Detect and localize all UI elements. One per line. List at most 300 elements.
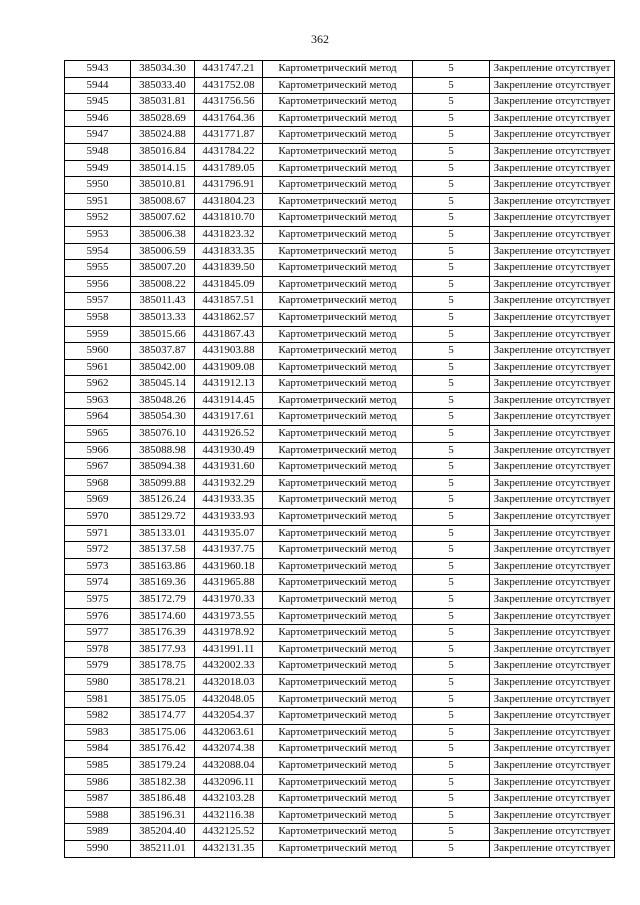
error-cell: 5 xyxy=(413,641,490,658)
x-coordinate-cell: 385175.06 xyxy=(131,724,195,741)
method-cell: Картометрический метод xyxy=(263,575,413,592)
method-cell: Картометрический метод xyxy=(263,475,413,492)
point-number-cell: 5956 xyxy=(65,276,131,293)
y-coordinate-cell: 4431862.57 xyxy=(195,309,263,326)
y-coordinate-cell: 4431912.13 xyxy=(195,376,263,393)
x-coordinate-cell: 385008.22 xyxy=(131,276,195,293)
point-number-cell: 5987 xyxy=(65,791,131,808)
method-cell: Картометрический метод xyxy=(263,708,413,725)
table-row xyxy=(65,77,615,94)
x-coordinate-cell: 385037.87 xyxy=(131,343,195,360)
table-row xyxy=(65,409,615,426)
table-row xyxy=(65,525,615,542)
y-coordinate-cell: 4432018.03 xyxy=(195,674,263,691)
table-row xyxy=(65,210,615,227)
fixing-cell: Закрепление отсутствует xyxy=(490,193,615,210)
method-cell: Картометрический метод xyxy=(263,791,413,808)
method-cell: Картометрический метод xyxy=(263,426,413,443)
table-row xyxy=(65,724,615,741)
error-cell: 5 xyxy=(413,392,490,409)
y-coordinate-cell: 4431909.08 xyxy=(195,359,263,376)
point-number-cell: 5948 xyxy=(65,143,131,160)
y-coordinate-cell: 4432048.05 xyxy=(195,691,263,708)
error-cell: 5 xyxy=(413,674,490,691)
method-cell: Картометрический метод xyxy=(263,558,413,575)
y-coordinate-cell: 4431752.08 xyxy=(195,77,263,94)
x-coordinate-cell: 385014.15 xyxy=(131,160,195,177)
fixing-cell: Закрепление отсутствует xyxy=(490,658,615,675)
fixing-cell: Закрепление отсутствует xyxy=(490,608,615,625)
fixing-cell: Закрепление отсутствует xyxy=(490,177,615,194)
error-cell: 5 xyxy=(413,459,490,476)
x-coordinate-cell: 385129.72 xyxy=(131,509,195,526)
method-cell: Картометрический метод xyxy=(263,276,413,293)
x-coordinate-cell: 385006.38 xyxy=(131,226,195,243)
x-coordinate-cell: 385034.30 xyxy=(131,61,195,78)
fixing-cell: Закрепление отсутствует xyxy=(490,210,615,227)
point-number-cell: 5986 xyxy=(65,774,131,791)
method-cell: Картометрический метод xyxy=(263,110,413,127)
x-coordinate-cell: 385094.38 xyxy=(131,459,195,476)
error-cell: 5 xyxy=(413,774,490,791)
x-coordinate-cell: 385137.58 xyxy=(131,542,195,559)
table-row xyxy=(65,807,615,824)
x-coordinate-cell: 385175.05 xyxy=(131,691,195,708)
table-row xyxy=(65,359,615,376)
point-number-cell: 5962 xyxy=(65,376,131,393)
method-cell: Картометрический метод xyxy=(263,243,413,260)
fixing-cell: Закрепление отсутствует xyxy=(490,824,615,841)
y-coordinate-cell: 4431867.43 xyxy=(195,326,263,343)
method-cell: Картометрический метод xyxy=(263,542,413,559)
method-cell: Картометрический метод xyxy=(263,260,413,277)
point-number-cell: 5979 xyxy=(65,658,131,675)
table-row xyxy=(65,276,615,293)
fixing-cell: Закрепление отсутствует xyxy=(490,359,615,376)
error-cell: 5 xyxy=(413,509,490,526)
x-coordinate-cell: 385015.66 xyxy=(131,326,195,343)
fixing-cell: Закрепление отсутствует xyxy=(490,592,615,609)
y-coordinate-cell: 4431833.35 xyxy=(195,243,263,260)
method-cell: Картометрический метод xyxy=(263,343,413,360)
point-number-cell: 5982 xyxy=(65,708,131,725)
fixing-cell: Закрепление отсутствует xyxy=(490,575,615,592)
x-coordinate-cell: 385016.84 xyxy=(131,143,195,160)
point-number-cell: 5981 xyxy=(65,691,131,708)
point-number-cell: 5946 xyxy=(65,110,131,127)
x-coordinate-cell: 385186.48 xyxy=(131,791,195,808)
fixing-cell: Закрепление отсутствует xyxy=(490,674,615,691)
table-row xyxy=(65,641,615,658)
y-coordinate-cell: 4431810.70 xyxy=(195,210,263,227)
error-cell: 5 xyxy=(413,77,490,94)
error-cell: 5 xyxy=(413,807,490,824)
table-row xyxy=(65,127,615,144)
point-number-cell: 5984 xyxy=(65,741,131,758)
error-cell: 5 xyxy=(413,708,490,725)
method-cell: Картометрический метод xyxy=(263,77,413,94)
error-cell: 5 xyxy=(413,193,490,210)
error-cell: 5 xyxy=(413,160,490,177)
x-coordinate-cell: 385178.21 xyxy=(131,674,195,691)
point-number-cell: 5972 xyxy=(65,542,131,559)
table-row xyxy=(65,343,615,360)
point-number-cell: 5967 xyxy=(65,459,131,476)
x-coordinate-cell: 385011.43 xyxy=(131,293,195,310)
fixing-cell: Закрепление отсутствует xyxy=(490,774,615,791)
error-cell: 5 xyxy=(413,658,490,675)
x-coordinate-cell: 385028.69 xyxy=(131,110,195,127)
point-number-cell: 5944 xyxy=(65,77,131,94)
y-coordinate-cell: 4431931.60 xyxy=(195,459,263,476)
point-number-cell: 5976 xyxy=(65,608,131,625)
error-cell: 5 xyxy=(413,359,490,376)
error-cell: 5 xyxy=(413,741,490,758)
fixing-cell: Закрепление отсутствует xyxy=(490,94,615,111)
error-cell: 5 xyxy=(413,127,490,144)
y-coordinate-cell: 4432116.38 xyxy=(195,807,263,824)
error-cell: 5 xyxy=(413,260,490,277)
x-coordinate-cell: 385054.30 xyxy=(131,409,195,426)
table-row xyxy=(65,625,615,642)
point-number-cell: 5983 xyxy=(65,724,131,741)
fixing-cell: Закрепление отсутствует xyxy=(490,641,615,658)
method-cell: Картометрический метод xyxy=(263,741,413,758)
point-number-cell: 5958 xyxy=(65,309,131,326)
y-coordinate-cell: 4432125.52 xyxy=(195,824,263,841)
point-number-cell: 5949 xyxy=(65,160,131,177)
y-coordinate-cell: 4431932.29 xyxy=(195,475,263,492)
x-coordinate-cell: 385099.88 xyxy=(131,475,195,492)
fixing-cell: Закрепление отсутствует xyxy=(490,376,615,393)
point-number-cell: 5951 xyxy=(65,193,131,210)
fixing-cell: Закрепление отсутствует xyxy=(490,160,615,177)
y-coordinate-cell: 4431747.21 xyxy=(195,61,263,78)
fixing-cell: Закрепление отсутствует xyxy=(490,77,615,94)
fixing-cell: Закрепление отсутствует xyxy=(490,226,615,243)
y-coordinate-cell: 4431978.92 xyxy=(195,625,263,642)
method-cell: Картометрический метод xyxy=(263,641,413,658)
y-coordinate-cell: 4431764.36 xyxy=(195,110,263,127)
x-coordinate-cell: 385182.38 xyxy=(131,774,195,791)
y-coordinate-cell: 4431991.11 xyxy=(195,641,263,658)
method-cell: Картометрический метод xyxy=(263,757,413,774)
point-number-cell: 5974 xyxy=(65,575,131,592)
method-cell: Картометрический метод xyxy=(263,492,413,509)
y-coordinate-cell: 4431933.93 xyxy=(195,509,263,526)
error-cell: 5 xyxy=(413,210,490,227)
y-coordinate-cell: 4431804.23 xyxy=(195,193,263,210)
y-coordinate-cell: 4431914.45 xyxy=(195,392,263,409)
method-cell: Картометрический метод xyxy=(263,807,413,824)
table-row xyxy=(65,542,615,559)
method-cell: Картометрический метод xyxy=(263,309,413,326)
method-cell: Картометрический метод xyxy=(263,160,413,177)
point-number-cell: 5961 xyxy=(65,359,131,376)
table-row xyxy=(65,608,615,625)
fixing-cell: Закрепление отсутствует xyxy=(490,525,615,542)
coordinates-table xyxy=(64,60,615,858)
y-coordinate-cell: 4431937.75 xyxy=(195,542,263,559)
fixing-cell: Закрепление отсутствует xyxy=(490,326,615,343)
point-number-cell: 5955 xyxy=(65,260,131,277)
method-cell: Картометрический метод xyxy=(263,376,413,393)
x-coordinate-cell: 385196.31 xyxy=(131,807,195,824)
table-row xyxy=(65,243,615,260)
y-coordinate-cell: 4431970.33 xyxy=(195,592,263,609)
table-row xyxy=(65,260,615,277)
table-row xyxy=(65,791,615,808)
x-coordinate-cell: 385007.62 xyxy=(131,210,195,227)
table-row xyxy=(65,592,615,609)
fixing-cell: Закрепление отсутствует xyxy=(490,127,615,144)
point-number-cell: 5971 xyxy=(65,525,131,542)
x-coordinate-cell: 385042.00 xyxy=(131,359,195,376)
method-cell: Картометрический метод xyxy=(263,824,413,841)
fixing-cell: Закрепление отсутствует xyxy=(490,691,615,708)
table-row xyxy=(65,392,615,409)
y-coordinate-cell: 4431784.22 xyxy=(195,143,263,160)
y-coordinate-cell: 4432054.37 xyxy=(195,708,263,725)
x-coordinate-cell: 385174.60 xyxy=(131,608,195,625)
table-row xyxy=(65,326,615,343)
x-coordinate-cell: 385045.14 xyxy=(131,376,195,393)
error-cell: 5 xyxy=(413,226,490,243)
x-coordinate-cell: 385169.36 xyxy=(131,575,195,592)
x-coordinate-cell: 385177.93 xyxy=(131,641,195,658)
method-cell: Картометрический метод xyxy=(263,608,413,625)
error-cell: 5 xyxy=(413,791,490,808)
point-number-cell: 5945 xyxy=(65,94,131,111)
x-coordinate-cell: 385204.40 xyxy=(131,824,195,841)
method-cell: Картометрический метод xyxy=(263,658,413,675)
y-coordinate-cell: 4432002.33 xyxy=(195,658,263,675)
x-coordinate-cell: 385178.75 xyxy=(131,658,195,675)
method-cell: Картометрический метод xyxy=(263,774,413,791)
y-coordinate-cell: 4431933.35 xyxy=(195,492,263,509)
error-cell: 5 xyxy=(413,475,490,492)
page-number: 362 xyxy=(311,32,329,46)
point-number-cell: 5964 xyxy=(65,409,131,426)
table-row xyxy=(65,475,615,492)
error-cell: 5 xyxy=(413,177,490,194)
fixing-cell: Закрепление отсутствует xyxy=(490,791,615,808)
point-number-cell: 5965 xyxy=(65,426,131,443)
method-cell: Картометрический метод xyxy=(263,293,413,310)
fixing-cell: Закрепление отсутствует xyxy=(490,143,615,160)
y-coordinate-cell: 4431771.87 xyxy=(195,127,263,144)
error-cell: 5 xyxy=(413,309,490,326)
x-coordinate-cell: 385033.40 xyxy=(131,77,195,94)
x-coordinate-cell: 385013.33 xyxy=(131,309,195,326)
point-number-cell: 5950 xyxy=(65,177,131,194)
point-number-cell: 5943 xyxy=(65,61,131,78)
y-coordinate-cell: 4431857.51 xyxy=(195,293,263,310)
fixing-cell: Закрепление отсутствует xyxy=(490,426,615,443)
error-cell: 5 xyxy=(413,542,490,559)
error-cell: 5 xyxy=(413,724,490,741)
x-coordinate-cell: 385010.81 xyxy=(131,177,195,194)
fixing-cell: Закрепление отсутствует xyxy=(490,542,615,559)
table-row xyxy=(65,708,615,725)
y-coordinate-cell: 4431839.50 xyxy=(195,260,263,277)
table-row xyxy=(65,674,615,691)
point-number-cell: 5960 xyxy=(65,343,131,360)
fixing-cell: Закрепление отсутствует xyxy=(490,840,615,857)
point-number-cell: 5977 xyxy=(65,625,131,642)
fixing-cell: Закрепление отсутствует xyxy=(490,392,615,409)
x-coordinate-cell: 385088.98 xyxy=(131,442,195,459)
x-coordinate-cell: 385008.67 xyxy=(131,193,195,210)
x-coordinate-cell: 385007.20 xyxy=(131,260,195,277)
method-cell: Картометрический метод xyxy=(263,724,413,741)
x-coordinate-cell: 385179.24 xyxy=(131,757,195,774)
y-coordinate-cell: 4431960.18 xyxy=(195,558,263,575)
fixing-cell: Закрепление отсутствует xyxy=(490,276,615,293)
method-cell: Картометрический метод xyxy=(263,193,413,210)
table-row xyxy=(65,824,615,841)
point-number-cell: 5975 xyxy=(65,592,131,609)
fixing-cell: Закрепление отсутствует xyxy=(490,475,615,492)
point-number-cell: 5953 xyxy=(65,226,131,243)
table-row xyxy=(65,61,615,78)
fixing-cell: Закрепление отсутствует xyxy=(490,309,615,326)
fixing-cell: Закрепление отсутствует xyxy=(490,409,615,426)
fixing-cell: Закрепление отсутствует xyxy=(490,459,615,476)
table-row xyxy=(65,110,615,127)
y-coordinate-cell: 4431917.61 xyxy=(195,409,263,426)
method-cell: Картометрический метод xyxy=(263,127,413,144)
point-number-cell: 5968 xyxy=(65,475,131,492)
table-row xyxy=(65,177,615,194)
error-cell: 5 xyxy=(413,442,490,459)
table-row xyxy=(65,442,615,459)
point-number-cell: 5947 xyxy=(65,127,131,144)
method-cell: Картометрический метод xyxy=(263,625,413,642)
x-coordinate-cell: 385024.88 xyxy=(131,127,195,144)
table-row xyxy=(65,741,615,758)
table-row xyxy=(65,160,615,177)
fixing-cell: Закрепление отсутствует xyxy=(490,741,615,758)
error-cell: 5 xyxy=(413,691,490,708)
fixing-cell: Закрепление отсутствует xyxy=(490,343,615,360)
fixing-cell: Закрепление отсутствует xyxy=(490,708,615,725)
point-number-cell: 5970 xyxy=(65,509,131,526)
y-coordinate-cell: 4431796.91 xyxy=(195,177,263,194)
method-cell: Картометрический метод xyxy=(263,592,413,609)
error-cell: 5 xyxy=(413,326,490,343)
method-cell: Картометрический метод xyxy=(263,326,413,343)
table-row xyxy=(65,658,615,675)
fixing-cell: Закрепление отсутствует xyxy=(490,442,615,459)
table-row xyxy=(65,774,615,791)
fixing-cell: Закрепление отсутствует xyxy=(490,807,615,824)
point-number-cell: 5980 xyxy=(65,674,131,691)
table-row xyxy=(65,309,615,326)
table-row xyxy=(65,558,615,575)
method-cell: Картометрический метод xyxy=(263,409,413,426)
y-coordinate-cell: 4431823.32 xyxy=(195,226,263,243)
fixing-cell: Закрепление отсутствует xyxy=(490,625,615,642)
y-coordinate-cell: 4432096.11 xyxy=(195,774,263,791)
point-number-cell: 5957 xyxy=(65,293,131,310)
table-row xyxy=(65,459,615,476)
x-coordinate-cell: 385031.81 xyxy=(131,94,195,111)
y-coordinate-cell: 4432131.35 xyxy=(195,840,263,857)
y-coordinate-cell: 4432103.28 xyxy=(195,791,263,808)
y-coordinate-cell: 4431926.52 xyxy=(195,426,263,443)
x-coordinate-cell: 385211.01 xyxy=(131,840,195,857)
point-number-cell: 5966 xyxy=(65,442,131,459)
error-cell: 5 xyxy=(413,558,490,575)
point-number-cell: 5969 xyxy=(65,492,131,509)
table-row xyxy=(65,376,615,393)
x-coordinate-cell: 385048.26 xyxy=(131,392,195,409)
error-cell: 5 xyxy=(413,592,490,609)
error-cell: 5 xyxy=(413,293,490,310)
error-cell: 5 xyxy=(413,525,490,542)
fixing-cell: Закрепление отсутствует xyxy=(490,757,615,774)
table-row xyxy=(65,840,615,857)
error-cell: 5 xyxy=(413,824,490,841)
x-coordinate-cell: 385176.39 xyxy=(131,625,195,642)
error-cell: 5 xyxy=(413,376,490,393)
fixing-cell: Закрепление отсутствует xyxy=(490,260,615,277)
error-cell: 5 xyxy=(413,757,490,774)
point-number-cell: 5959 xyxy=(65,326,131,343)
y-coordinate-cell: 4431903.88 xyxy=(195,343,263,360)
y-coordinate-cell: 4432074.38 xyxy=(195,741,263,758)
method-cell: Картометрический метод xyxy=(263,226,413,243)
x-coordinate-cell: 385006.59 xyxy=(131,243,195,260)
error-cell: 5 xyxy=(413,243,490,260)
error-cell: 5 xyxy=(413,840,490,857)
error-cell: 5 xyxy=(413,343,490,360)
x-coordinate-cell: 385076.10 xyxy=(131,426,195,443)
point-number-cell: 5990 xyxy=(65,840,131,857)
point-number-cell: 5988 xyxy=(65,807,131,824)
x-coordinate-cell: 385133.01 xyxy=(131,525,195,542)
x-coordinate-cell: 385176.42 xyxy=(131,741,195,758)
y-coordinate-cell: 4432063.61 xyxy=(195,724,263,741)
table-row xyxy=(65,426,615,443)
point-number-cell: 5963 xyxy=(65,392,131,409)
y-coordinate-cell: 4431789.05 xyxy=(195,160,263,177)
fixing-cell: Закрепление отсутствует xyxy=(490,724,615,741)
table-row xyxy=(65,143,615,160)
error-cell: 5 xyxy=(413,94,490,111)
method-cell: Картометрический метод xyxy=(263,525,413,542)
y-coordinate-cell: 4432088.04 xyxy=(195,757,263,774)
error-cell: 5 xyxy=(413,426,490,443)
method-cell: Картометрический метод xyxy=(263,143,413,160)
method-cell: Картометрический метод xyxy=(263,392,413,409)
y-coordinate-cell: 4431935.07 xyxy=(195,525,263,542)
error-cell: 5 xyxy=(413,492,490,509)
error-cell: 5 xyxy=(413,61,490,78)
x-coordinate-cell: 385126.24 xyxy=(131,492,195,509)
fixing-cell: Закрепление отсутствует xyxy=(490,110,615,127)
method-cell: Картометрический метод xyxy=(263,674,413,691)
method-cell: Картометрический метод xyxy=(263,177,413,194)
table-row xyxy=(65,757,615,774)
method-cell: Картометрический метод xyxy=(263,691,413,708)
table-row xyxy=(65,492,615,509)
point-number-cell: 5973 xyxy=(65,558,131,575)
y-coordinate-cell: 4431930.49 xyxy=(195,442,263,459)
table-row xyxy=(65,226,615,243)
point-number-cell: 5985 xyxy=(65,757,131,774)
